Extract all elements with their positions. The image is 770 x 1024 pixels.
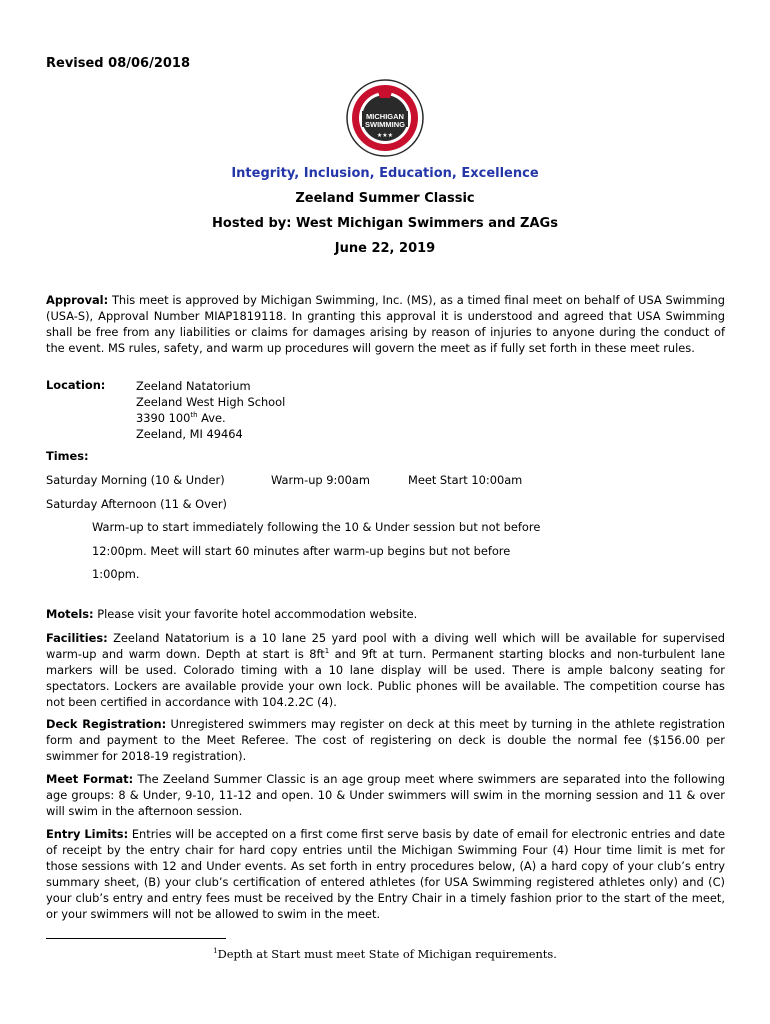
times-label: Times:	[46, 449, 89, 463]
morning-session: Saturday Morning (10 & Under)	[46, 473, 225, 487]
entry-limits-section	[46, 826, 725, 922]
meet-date: June 22, 2019	[334, 241, 436, 256]
meet-format-section	[46, 771, 725, 819]
morning-start: Meet Start 10:00am	[408, 473, 523, 487]
logo-text-bottom: SWIMMING	[365, 120, 405, 129]
meet-format-text: The Zeeland Summer Classic is an age group meet where swimmers are separated into the following age groups: 8 & Under, 9-10, 11-12 and open. 10 & Under swimmers will swim in the morning session and 11 & over will swim in the afternoon session.	[46, 772, 725, 818]
afternoon-line-2: 12:00pm. Meet will start 60 minutes after warm-up begins but not before	[92, 544, 511, 558]
afternoon-line-3: 1:00pm.	[92, 567, 140, 581]
location-line-2: Zeeland West High School	[136, 395, 286, 409]
host-line: Hosted by: West Michigan Swimmers and ZAGs	[212, 216, 558, 231]
morning-warmup: Warm-up 9:00am	[271, 473, 370, 487]
location-label: Location:	[46, 378, 106, 392]
motels-text: Please visit your favorite hotel accommodation website.	[97, 607, 418, 621]
approval-text: This meet is approved by Michigan Swimming, Inc. (MS), as a timed final meet on behalf of USA Swimming (USA-S), Approval Number MIAP1819118. In granting this approval it is understood and agreed that USA Swimming shall be free from any liabilities or claims for damages arising by reason of injuries to anyone during the conduct of the event. MS rules, safety, and warm up procedures will govern the meet as if fully set forth in these meet rules.	[46, 293, 726, 355]
footnote-ref: 1	[324, 647, 330, 656]
deck-registration-label: Deck Registration:	[46, 717, 167, 731]
location-line-1: Zeeland Natatorium	[136, 379, 251, 393]
location-address	[136, 378, 285, 442]
motels-label: Motels:	[46, 607, 94, 621]
location-line-3: 3390 100th Ave.	[136, 411, 226, 425]
deck-registration-section	[46, 716, 725, 764]
facilities-section: Facilities: Zeeland Natatorium is a 10 lane 25 yard pool with a diving well which will be available for supervised warm-up and warm down. Depth at start is $8ft^1$ and 9ft at turn. Permanent starting blocks and non-turbulent lane markers will be used. Colorado timing with a 10 lane display will be used. There is ample balcony seating for spectators. Lockers are available provide your own lock. Public phones will be available. The competition course has not been certified in accordance with 104.2.2C (4).	[46, 631, 725, 709]
afternoon-session: Saturday Afternoon (11 & Over)	[46, 497, 228, 511]
motto: Integrity, Inclusion, Education, Excellence	[231, 166, 539, 181]
deck-registration-text: Unregistered swimmers may register on deck at this meet by turning in the athlete registration form and payment to the Meet Referee. The cost of registering on deck is double the normal fee ($156.00 per swimmer for 2018-19 registration).	[46, 717, 725, 763]
logo-text-top: MICHIGAN	[366, 112, 404, 121]
svg-text:★★★: ★★★	[376, 132, 394, 139]
approval-section	[46, 292, 725, 356]
location-line-4: Zeeland, MI 49464	[136, 427, 243, 441]
meet-format-label: Meet Format:	[46, 772, 134, 786]
footnote-divider	[46, 938, 226, 939]
revised-date: Revised 08/06/2018	[46, 56, 191, 71]
footnote: $^1$Depth at Start must meet State of Michigan requirements.	[213, 947, 557, 961]
facilities-text: Zeeland Natatorium is a 10 lane 25 yard pool with a diving well which will be available for supervised warm-up and warm down. Depth at start is 8ft	[46, 631, 725, 661]
motels-section	[46, 606, 725, 622]
facilities-label: Facilities:	[46, 631, 108, 645]
approval-label: Approval:	[46, 293, 109, 307]
entry-limits-label: Entry Limits:	[46, 827, 129, 841]
entry-limits-text: Entries will be accepted on a first come first serve basis by date of email for electronic entries and date of receipt by the entry chair for hard copy entries until the Michigan Swimming Four (4) Hour time limit is met for those sessions with 12 and Under events. As set forth in entry procedures below, (A) a hard copy of your club’s entry summary sheet, (B) your club’s certification of entered athletes (for USA Swimming registered athletes only) and (C) your club’s entry and entry fees must be received by the Entry Chair in a timely fashion prior to the start of the meet, or your swimmers will not be allowed to swim in the meet.	[46, 827, 726, 921]
meet-name: Zeeland Summer Classic	[295, 191, 475, 206]
afternoon-line-1: Warm-up to start immediately following the 10 & Under session but not before	[92, 520, 541, 534]
michigan-swimming-logo	[345, 78, 425, 158]
